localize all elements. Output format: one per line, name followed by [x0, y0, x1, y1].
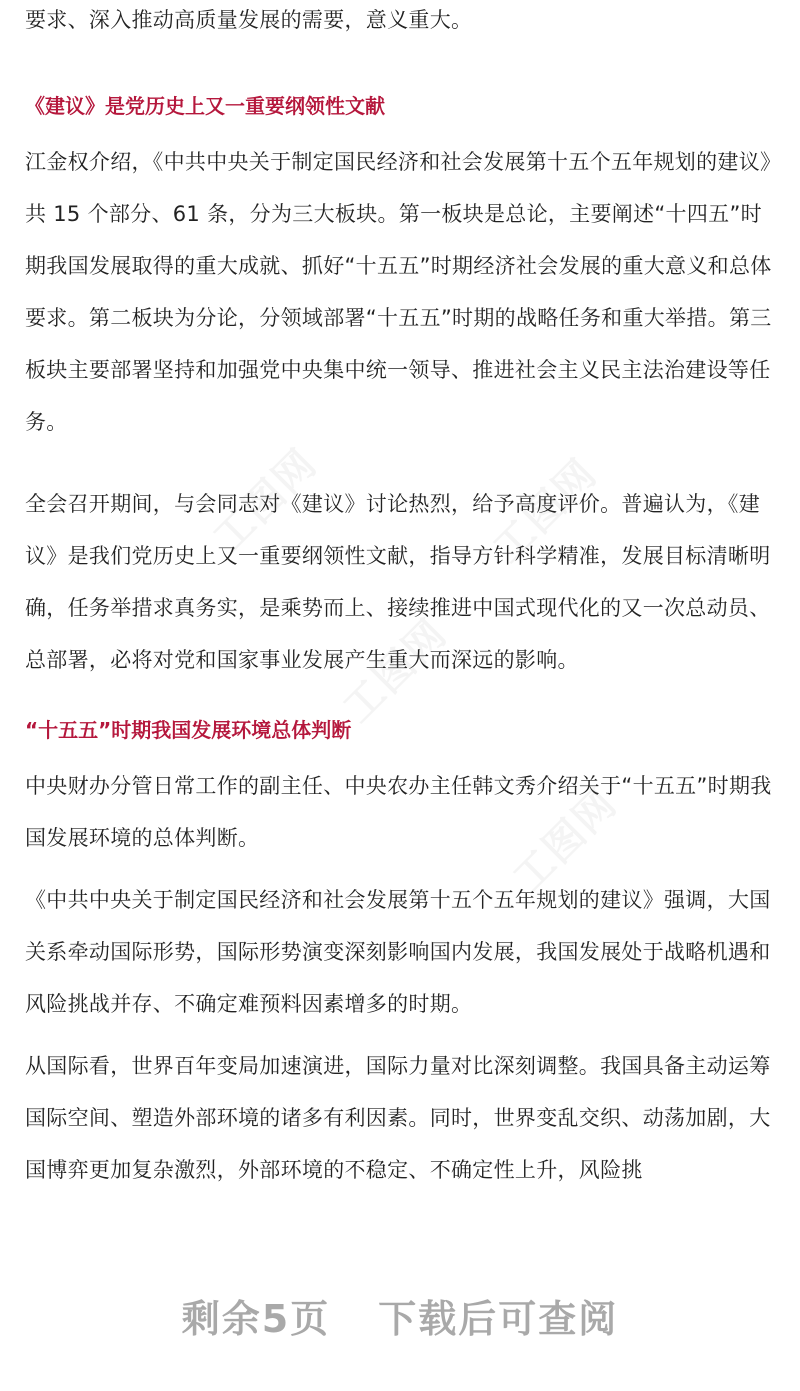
section-heading-1: 《建议》是党历史上又一重要纲领性文献 — [25, 94, 385, 118]
intro-tail-paragraph: 要求、深入推动高质量发展的需要，意义重大。 — [25, 8, 473, 32]
watermark: 工图网 — [484, 450, 607, 572]
paragraph-3: 中央财办分管日常工作的副主任、中央农办主任韩文秀介绍关于“十五五”时期我国发展环境的总体判断。 — [25, 774, 772, 850]
download-prompt-text: 下载后可查阅 — [378, 1297, 619, 1341]
paragraph-5: 从国际看，世界百年变局加速演进，国际力量对比深刻调整。我国具备主动运筹国际空间、塑造外部环境的诸多有利因素。同时，世界变乱交织、动荡加剧，大国博弈更加复杂激烈，外部环境的不稳定、不确定性上升，风险挑 — [25, 1054, 771, 1182]
download-prompt-banner[interactable] — [0, 1288, 800, 1343]
remaining-pages-text: 剩余5页 — [181, 1297, 331, 1341]
watermark: 工图网 — [204, 440, 327, 562]
section-heading-2: “十五五”时期我国发展环境总体判断 — [25, 718, 352, 742]
watermark: 工图网 — [334, 610, 457, 732]
paragraph-4: 《中共中央关于制定国民经济和社会发展第十五个五年规划的建议》强调，大国关系牵动国际形势，国际形势演变深刻影响国内发展，我国发展处于战略机遇和风险挑战并存、不确定难预料因素增多的时期。 — [25, 888, 771, 1016]
paragraph-2: 全会召开期间，与会同志对《建议》讨论热烈，给予高度评价。普遍认为，《建议》是我们党历史上又一重要纲领性文献，指导方针科学精准，发展目标清晰明确，任务举措求真务实，是乘势而上、接续推进中国式现代化的又一次总动员、总部署，必将对党和国家事业发展产生重大而深远的影响。 — [25, 492, 771, 672]
watermark: 工图网 — [504, 780, 627, 902]
paragraph-1: 江金权介绍，《中共中央关于制定国民经济和社会发展第十五个五年规划的建议》共 15 个部分、61 条，分为三大板块。第一板块是总论，主要阐述“十四五”时期我国发展取得的重大成就、抓好“十五五”时期经济社会发展的重大意义和总体要求。第二板块为分论，分领域部署“十五五”时期的战略任务和重大举措。第三板块主要部署坚持和加强党中央集中统一领导、推进社会主义民主法治建设等任务。 — [25, 150, 772, 434]
